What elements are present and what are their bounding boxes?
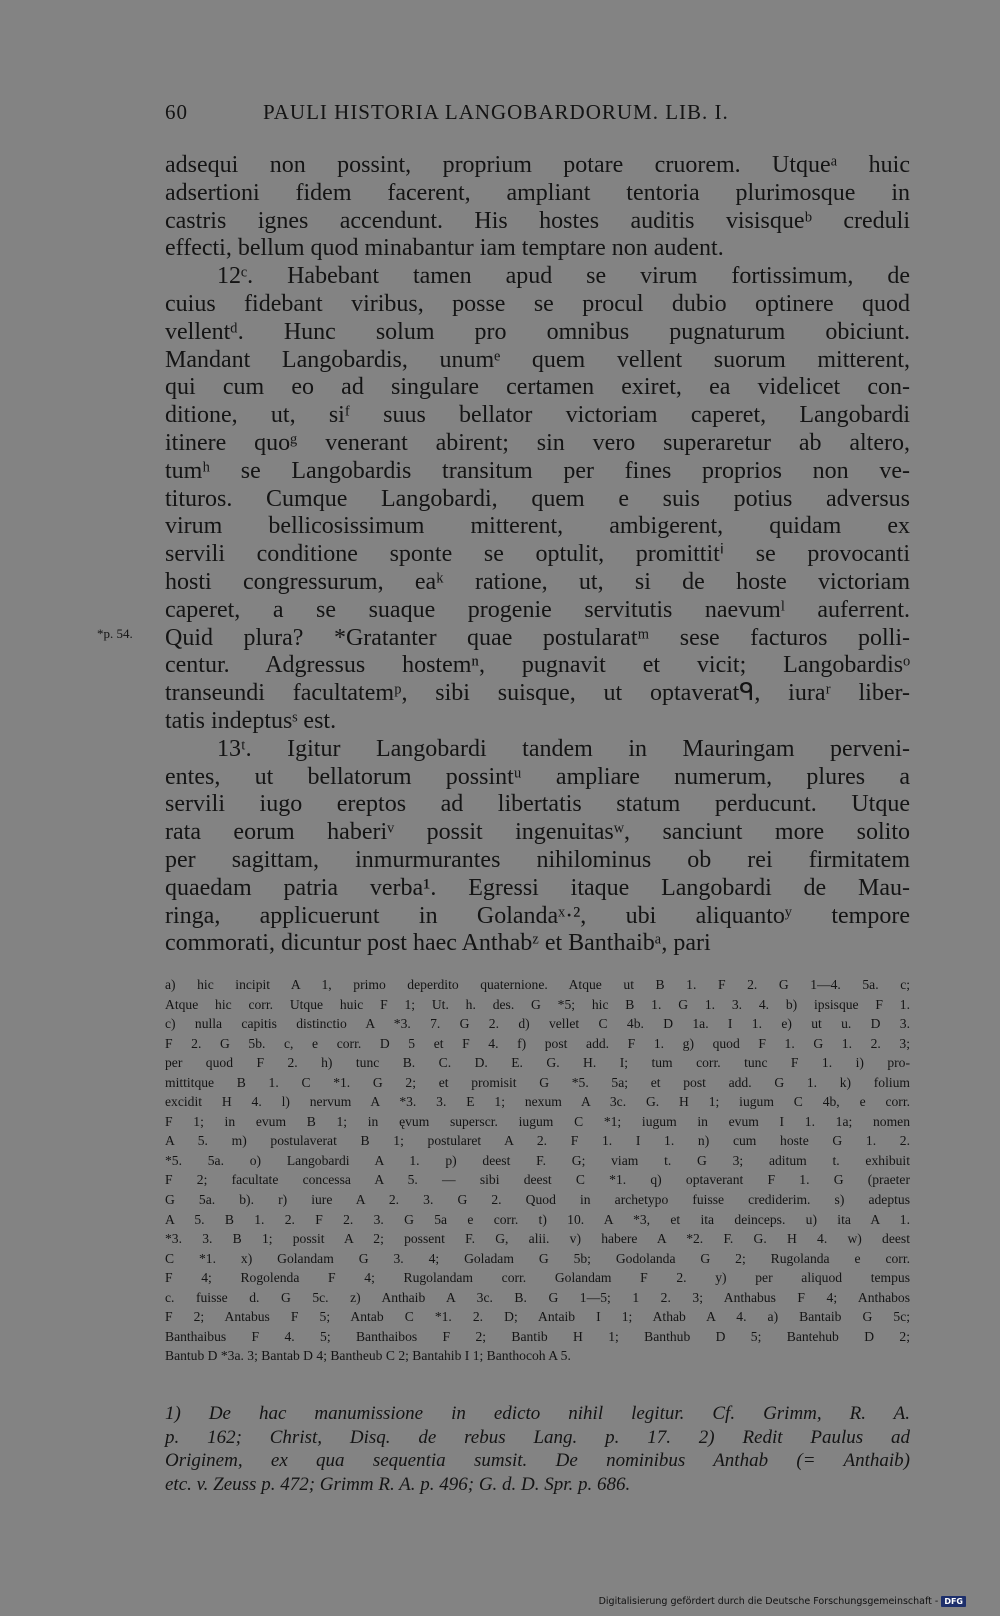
text-line: tumʰ se Langobardis transitum per fines proprios non ve-: [165, 457, 910, 484]
apparatus-line: F 2; Antabus F 5; Antab C *1. 2. D; Antaib I 1; Athab A 4. a) Bantaib G 5c;: [165, 1309, 910, 1325]
credit-text: Digitalisierung gefördert durch die Deutsche Forschungsgemeinschaft -: [598, 1596, 939, 1607]
apparatus-line: *5. 5a. o) Langobardi A 1. p) deest F. G; viam t. G 3; aditum t. exhibuit: [165, 1152, 910, 1168]
apparatus-line: Atque hic corr. Utque huic F 1; Ut. h. des. G *5; hic B 1. G 1. 3. 4. b) ipsisque F 1.: [165, 996, 910, 1012]
digitization-credit: [599, 1596, 966, 1607]
margin-page-reference: *p. 54.: [97, 626, 133, 641]
text-line: 13ᵗ. Igitur Langobardi tandem in Mauringam perveni-: [217, 735, 910, 762]
apparatus-line: F 2; facultate concessa A 5. — sibi deest C *1. q) optaverant F 1. G (praeter: [165, 1172, 910, 1188]
text-line: servili iugo ereptos ad libertatis statum perducunt. Utque: [165, 791, 910, 818]
text-line: Quid plura? *Gratanter quae postularatᵐ sese facturos polli-: [165, 624, 910, 651]
apparatus-line: mittitque B 1. C *1. G 2; et promisit G *5. 5a; et post add. G 1. k) folium: [165, 1074, 910, 1090]
text-line: caperet, a se suaque progenie servitutis naevumˡ auferrent.: [165, 596, 910, 623]
note-line: p. 162; Christ, Disq. de rebus Lang. p. 17. 2) Redit Paulus ad: [165, 1426, 910, 1448]
text-line: hosti congressurum, eaᵏ ratione, ut, si de hoste victoriam: [165, 568, 910, 595]
text-line: tatis indeptusˢ est.: [165, 707, 337, 734]
text-line: commorati, dicuntur post haec Anthabᶻ et Banthaibᵃ, pari: [165, 930, 711, 957]
text-line: servili conditione sponte se optulit, promittitⁱ se provocanti: [165, 541, 910, 568]
apparatus-line: F 1; in evum B 1; in ęvum superscr. iugum C *1; iugum in evum I 1. 1a; nomen: [165, 1113, 910, 1129]
text-line: adsequi non possint, proprium potare cruorem. Utqueᵃ huic: [165, 152, 910, 178]
critical-apparatus: [165, 975, 910, 1366]
apparatus-line: G 5a. b). r) iure A 2. 3. G 2. Quod in archetypo fuisse crediderim. s) adeptus: [165, 1192, 910, 1208]
running-title: PAULI HISTORIA LANGOBARDORUM. LIB. I.: [263, 100, 729, 124]
apparatus-line: a) hic incipit A 1, primo deperdito quaternione. Atque ut B 1. F 2. G 1—4. 5a. c;: [165, 977, 910, 992]
text-line: entes, ut bellatorum possintᵘ ampliare numerum, plures a: [165, 763, 910, 790]
apparatus-line: Bantub D *3a. 3; Bantab D 4; Bantheub C 2; Bantahib I 1; Banthocoh A 5.: [165, 1348, 571, 1364]
note-line: 1) De hac manumissione in edicto nihil legitur. Cf. Grimm, R. A.: [165, 1403, 910, 1424]
dfg-logo: DFG: [941, 1596, 966, 1607]
apparatus-line: per quod F 2. h) tunc B. C. D. E. G. H. I; tum corr. tunc F 1. i) pro-: [165, 1055, 910, 1071]
text-line: quaedam patria verba¹. Egressi itaque Langobardi de Mau-: [165, 874, 910, 901]
text-line: centur. Adgressus hostemⁿ, pugnavit et vicit; Langobardisᵒ: [165, 652, 910, 679]
text-line: qui cum eo ad singulare certamen exiret, ea videlicet con-: [165, 374, 910, 401]
main-text: [165, 152, 910, 958]
apparatus-line: Banthaibus F 4. 5; Banthaibos F 2; Bantib H 1; Banthub D 5; Bantehub D 2;: [165, 1328, 910, 1344]
apparatus-line: F 2. G 5b. c, e corr. D 5 et F 4. f) post add. F 1. g) quod F 1. G 1. 2. 3;: [165, 1035, 910, 1051]
text-line: 12ᶜ. Habebant tamen apud se virum fortissimum, de: [217, 263, 910, 290]
page-number: 60: [165, 100, 188, 124]
text-line: ringa, applicuerunt in Golandaˣ·², ubi aliquantoʸ tempore: [165, 902, 910, 929]
text-line: rata eorum haberiᵛ possit ingenuitasʷ, sanciunt more solito: [165, 819, 910, 846]
page-header: [165, 96, 832, 128]
text-line: tituros. Cumque Langobardi, quem e suis potius adversus: [165, 485, 910, 512]
text-line: ditione, ut, siᶠ suus bellator victoriam caperet, Langobardi: [165, 402, 910, 429]
apparatus-line: C *1. x) Golandam G 3. 4; Goladam G 5b; Godolanda G 2; Rugolanda e corr.: [165, 1250, 910, 1266]
apparatus-line: excidit H 4. l) nervum A *3. 3. E 1; nexum A 3c. G. H 1; iugum C 4b, e corr.: [165, 1094, 910, 1110]
apparatus-line: A 5. B 1. 2. F 2. 3. G 5a e corr. t) 10. A *3, et ita deinceps. u) ita A 1.: [165, 1211, 910, 1227]
note-line: etc. v. Zeuss p. 472; Grimm R. A. p. 496; G. d. D. Spr. p. 686.: [165, 1473, 631, 1495]
apparatus-line: *3. 3. B 1; possit A 2; possent F. G, alii. v) habere A *2. F. G. H 4. w) deest: [165, 1231, 910, 1247]
text-line: castris ignes accendunt. His hostes auditis visisqueᵇ creduli: [165, 207, 910, 234]
text-line: transeundi facultatemᵖ, sibi suisque, ut optaveratᑫ, iuraʳ liber-: [165, 680, 910, 707]
text-line: cuius fidebant viribus, posse se procul dubio optinere quod: [165, 290, 910, 317]
text-line: itinere quoᵍ venerant abirent; sin vero superaretur ab altero,: [165, 429, 910, 456]
text-line: virum bellicosissimum mitterent, ambigerent, quidam ex: [165, 513, 910, 540]
apparatus-line: F 4; Rogolenda F 4; Rugolandam corr. Golandam F 2. y) per aliquod tempus: [165, 1270, 910, 1286]
apparatus-line: c. fuisse d. G 5c. z) Anthaib A 3c. B. G 1—5; 1 2. 3; Anthabus F 4; Anthabos: [165, 1289, 910, 1305]
text-line: effecti, bellum quod minabantur iam temptare non audent.: [165, 235, 724, 262]
text-line: Mandant Langobardis, unumᵉ quem vellent suorum mitterent,: [165, 346, 910, 373]
text-line: vellentᵈ. Hunc solum pro omnibus pugnaturum obiciunt.: [165, 318, 910, 345]
apparatus-line: A 5. m) postulaverat B 1; postularet A 2. F 1. I 1. n) cum hoste G 1. 2.: [165, 1133, 910, 1149]
footnotes: [165, 1402, 910, 1496]
apparatus-line: c) nulla capitis distinctio A *3. 7. G 2. d) vellet C 4b. D 1a. I 1. e) ut u. D 3.: [165, 1016, 910, 1032]
note-line: Originem, ex qua sequentia sumsit. De nominibus Anthab (= Anthaib): [165, 1450, 910, 1471]
text-line: adsertioni fidem facerent, ampliant tentoria plurimosque in: [165, 179, 910, 206]
text-line: per sagittam, inmurmurantes nihilominus ob rei firmitatem: [165, 846, 910, 873]
